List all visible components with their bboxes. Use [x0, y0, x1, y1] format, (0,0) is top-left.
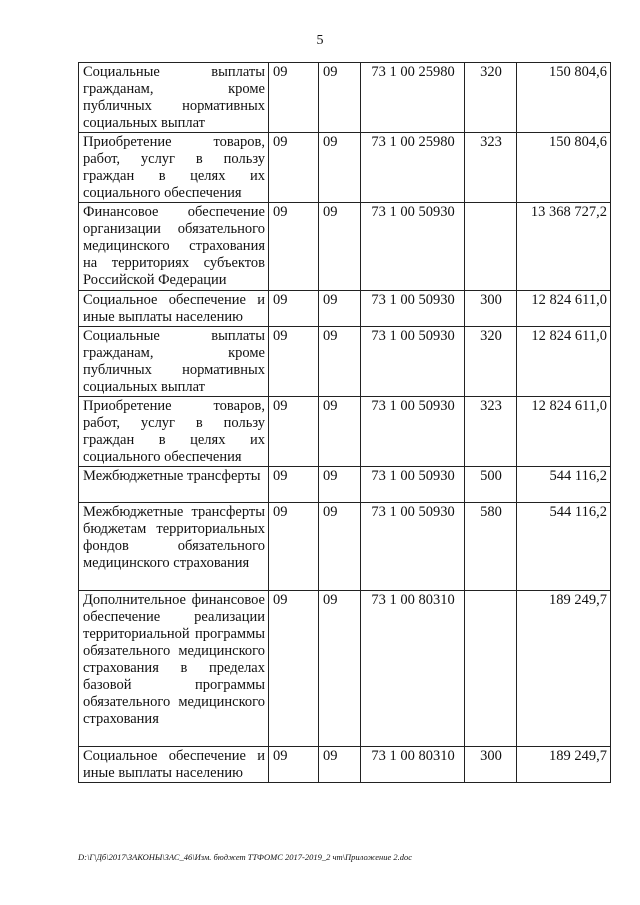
expense-name-cell: Социальное обеспечение и иные выплаты населению	[79, 291, 269, 327]
expense-type-cell: 323	[465, 133, 517, 203]
amount-cell: 12 824 611,0	[517, 397, 611, 467]
section-code-cell: 09	[269, 591, 319, 747]
expense-type-cell: 300	[465, 291, 517, 327]
subsection-code-cell: 09	[319, 291, 361, 327]
expense-type-cell: 320	[465, 63, 517, 133]
amount-cell: 544 116,2	[517, 467, 611, 503]
expense-name-cell: Дополнительное финансовое обеспечение реализации территориальной программы обязательного медицинского страхования в пределах базовой программы обязательного медицинского страхования	[79, 591, 269, 747]
table-row	[79, 591, 611, 747]
section-code-cell: 09	[269, 291, 319, 327]
amount-cell: 12 824 611,0	[517, 291, 611, 327]
expense-type-cell	[465, 203, 517, 291]
amount-cell: 12 824 611,0	[517, 327, 611, 397]
table-row	[79, 63, 611, 133]
subsection-code-cell: 09	[319, 63, 361, 133]
expense-type-cell: 300	[465, 747, 517, 783]
target-article-cell: 73 1 00 50930	[361, 327, 465, 397]
target-article-cell: 73 1 00 50930	[361, 467, 465, 503]
section-code-cell: 09	[269, 503, 319, 591]
expense-type-cell: 323	[465, 397, 517, 467]
section-code-cell: 09	[269, 467, 319, 503]
target-article-cell: 73 1 00 50930	[361, 397, 465, 467]
expense-name-cell: Финансовое обеспечение организации обязательного медицинского страхования на территориях субъектов Российской Федерации	[79, 203, 269, 291]
amount-cell: 150 804,6	[517, 63, 611, 133]
footer-file-path: D:\Г\Дб\2017\ЗАКОНЫ\ЗАС_46\Изм. бюджет ТТФОМС 2017-2019_2 чт\Приложение 2.doc	[78, 852, 413, 862]
section-code-cell: 09	[269, 397, 319, 467]
subsection-code-cell: 09	[319, 503, 361, 591]
expense-type-cell: 320	[465, 327, 517, 397]
table-row	[79, 503, 611, 591]
section-code-cell: 09	[269, 63, 319, 133]
expense-type-cell: 580	[465, 503, 517, 591]
section-code-cell: 09	[269, 203, 319, 291]
target-article-cell: 73 1 00 50930	[361, 503, 465, 591]
table-body	[79, 63, 611, 783]
table-row	[79, 747, 611, 783]
expense-name-cell: Социальное обеспечение и иные выплаты населению	[79, 747, 269, 783]
expense-name-cell: Приобретение товаров, работ, услуг в пользу граждан в целях их социального обеспечения	[79, 133, 269, 203]
expense-name-cell: Межбюджетные трансферты бюджетам территориальных фондов обязательного медицинского страхования	[79, 503, 269, 591]
page-number: 5	[316, 33, 324, 48]
target-article-cell: 73 1 00 50930	[361, 203, 465, 291]
section-code-cell: 09	[269, 747, 319, 783]
budget-table	[78, 62, 611, 783]
section-code-cell: 09	[269, 327, 319, 397]
amount-cell: 150 804,6	[517, 133, 611, 203]
target-article-cell: 73 1 00 80310	[361, 591, 465, 747]
expense-type-cell	[465, 591, 517, 747]
expense-name-cell: Межбюджетные трансферты	[79, 467, 269, 503]
amount-cell: 13 368 727,2	[517, 203, 611, 291]
subsection-code-cell: 09	[319, 133, 361, 203]
subsection-code-cell: 09	[319, 327, 361, 397]
subsection-code-cell: 09	[319, 397, 361, 467]
expense-type-cell: 500	[465, 467, 517, 503]
subsection-code-cell: 09	[319, 203, 361, 291]
amount-cell: 544 116,2	[517, 503, 611, 591]
amount-cell: 189 249,7	[517, 747, 611, 783]
expense-name-cell: Социальные выплаты гражданам, кроме публичных нормативных социальных выплат	[79, 63, 269, 133]
target-article-cell: 73 1 00 80310	[361, 747, 465, 783]
target-article-cell: 73 1 00 25980	[361, 63, 465, 133]
expense-name-cell: Социальные выплаты гражданам, кроме публичных нормативных социальных выплат	[79, 327, 269, 397]
expense-name-cell: Приобретение товаров, работ, услуг в пользу граждан в целях их социального обеспечения	[79, 397, 269, 467]
subsection-code-cell: 09	[319, 747, 361, 783]
table-row	[79, 327, 611, 397]
subsection-code-cell: 09	[319, 467, 361, 503]
table-row	[79, 467, 611, 503]
table-row	[79, 291, 611, 327]
target-article-cell: 73 1 00 50930	[361, 291, 465, 327]
target-article-cell: 73 1 00 25980	[361, 133, 465, 203]
amount-cell: 189 249,7	[517, 591, 611, 747]
section-code-cell: 09	[269, 133, 319, 203]
table-row	[79, 203, 611, 291]
table-row	[79, 133, 611, 203]
subsection-code-cell: 09	[319, 591, 361, 747]
table-row	[79, 397, 611, 467]
